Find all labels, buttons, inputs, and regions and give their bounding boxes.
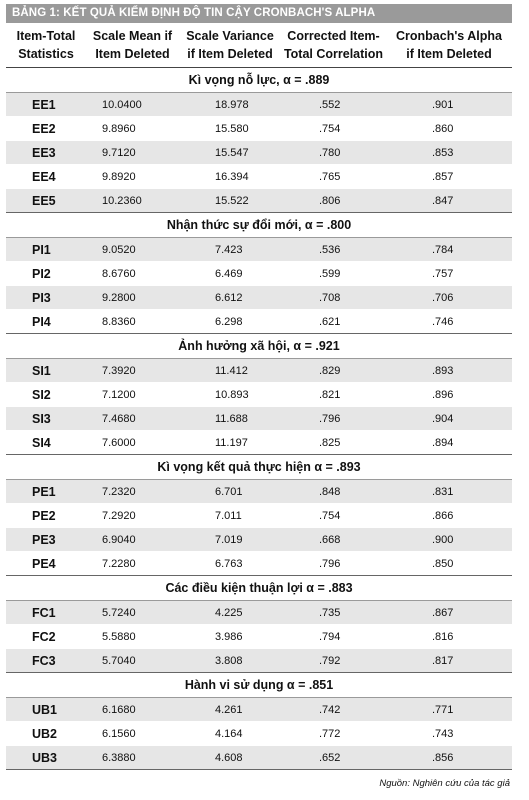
item-code: SI2 [6, 383, 86, 407]
table-row [6, 480, 512, 504]
scale-variance: 7.423 [179, 238, 281, 262]
scale-variance: 15.547 [179, 141, 281, 165]
scale-variance: 4.608 [179, 746, 281, 770]
scale-mean: 6.3880 [86, 746, 179, 770]
table-row [6, 407, 512, 431]
section-title: Kì vọng kết quả thực hiện α = .893 [6, 455, 512, 480]
item-code: PE3 [6, 528, 86, 552]
corrected-correlation: .742 [281, 698, 386, 722]
table-row [6, 165, 512, 189]
alpha-if-deleted: .853 [386, 141, 512, 165]
item-code: PI1 [6, 238, 86, 262]
section-header [6, 68, 512, 93]
item-code: FC1 [6, 601, 86, 625]
corrected-correlation: .796 [281, 552, 386, 576]
alpha-if-deleted: .866 [386, 504, 512, 528]
item-code: PE2 [6, 504, 86, 528]
item-code: FC3 [6, 649, 86, 673]
table-row [6, 117, 512, 141]
item-code: EE4 [6, 165, 86, 189]
scale-mean: 9.2800 [86, 286, 179, 310]
scale-mean: 6.9040 [86, 528, 179, 552]
corrected-correlation: .780 [281, 141, 386, 165]
alpha-if-deleted: .856 [386, 746, 512, 770]
alpha-if-deleted: .894 [386, 431, 512, 455]
table-row [6, 552, 512, 576]
scale-mean: 7.2920 [86, 504, 179, 528]
scale-variance: 4.225 [179, 601, 281, 625]
alpha-if-deleted: .847 [386, 189, 512, 213]
table-row [6, 93, 512, 117]
corrected-correlation: .825 [281, 431, 386, 455]
scale-variance: 11.412 [179, 359, 281, 383]
header-item-total-statistics: Item-Total Statistics [6, 23, 86, 68]
alpha-if-deleted: .850 [386, 552, 512, 576]
scale-variance: 7.011 [179, 504, 281, 528]
item-code: SI3 [6, 407, 86, 431]
alpha-if-deleted: .743 [386, 722, 512, 746]
scale-variance: 6.469 [179, 262, 281, 286]
scale-variance: 6.701 [179, 480, 281, 504]
scale-mean: 9.0520 [86, 238, 179, 262]
table-row [6, 649, 512, 673]
scale-mean: 10.2360 [86, 189, 179, 213]
scale-mean: 7.1200 [86, 383, 179, 407]
scale-variance: 15.522 [179, 189, 281, 213]
table-row [6, 141, 512, 165]
scale-mean: 8.8360 [86, 310, 179, 334]
scale-variance: 10.893 [179, 383, 281, 407]
alpha-if-deleted: .896 [386, 383, 512, 407]
item-code: UB1 [6, 698, 86, 722]
table-row [6, 189, 512, 213]
section-title: Kì vọng nỗ lực, α = .889 [6, 68, 512, 93]
scale-variance: 3.986 [179, 625, 281, 649]
item-code: UB2 [6, 722, 86, 746]
scale-variance: 16.394 [179, 165, 281, 189]
alpha-if-deleted: .860 [386, 117, 512, 141]
header-row [6, 23, 512, 68]
scale-variance: 11.197 [179, 431, 281, 455]
section-title: Nhận thức sự đổi mới, α = .800 [6, 213, 512, 238]
scale-variance: 4.164 [179, 722, 281, 746]
scale-mean: 7.2280 [86, 552, 179, 576]
alpha-if-deleted: .706 [386, 286, 512, 310]
header-corrected-correlation: Corrected Item- Total Correlation [281, 23, 386, 68]
corrected-correlation: .735 [281, 601, 386, 625]
alpha-if-deleted: .784 [386, 238, 512, 262]
table-row [6, 601, 512, 625]
scale-mean: 6.1680 [86, 698, 179, 722]
alpha-if-deleted: .900 [386, 528, 512, 552]
item-code: PI2 [6, 262, 86, 286]
scale-variance: 6.763 [179, 552, 281, 576]
corrected-correlation: .821 [281, 383, 386, 407]
corrected-correlation: .552 [281, 93, 386, 117]
corrected-correlation: .772 [281, 722, 386, 746]
scale-mean: 5.7240 [86, 601, 179, 625]
table-row [6, 383, 512, 407]
section-header [6, 673, 512, 698]
corrected-correlation: .794 [281, 625, 386, 649]
item-code: PI4 [6, 310, 86, 334]
scale-mean: 9.7120 [86, 141, 179, 165]
table-container [6, 4, 512, 789]
corrected-correlation: .806 [281, 189, 386, 213]
scale-variance: 6.298 [179, 310, 281, 334]
section-title: Các điều kiện thuận lợi α = .883 [6, 576, 512, 601]
alpha-if-deleted: .901 [386, 93, 512, 117]
scale-mean: 8.6760 [86, 262, 179, 286]
scale-variance: 7.019 [179, 528, 281, 552]
scale-variance: 3.808 [179, 649, 281, 673]
table-row [6, 504, 512, 528]
table-row [6, 359, 512, 383]
scale-variance: 15.580 [179, 117, 281, 141]
alpha-if-deleted: .857 [386, 165, 512, 189]
alpha-if-deleted: .771 [386, 698, 512, 722]
scale-mean: 7.4680 [86, 407, 179, 431]
corrected-correlation: .754 [281, 504, 386, 528]
scale-mean: 7.2320 [86, 480, 179, 504]
corrected-correlation: .621 [281, 310, 386, 334]
alpha-if-deleted: .893 [386, 359, 512, 383]
table-row [6, 746, 512, 770]
table-row [6, 528, 512, 552]
alpha-if-deleted: .867 [386, 601, 512, 625]
table-body [6, 68, 512, 770]
scale-mean: 9.8920 [86, 165, 179, 189]
scale-mean: 9.8960 [86, 117, 179, 141]
alpha-if-deleted: .746 [386, 310, 512, 334]
section-header [6, 455, 512, 480]
item-code: FC2 [6, 625, 86, 649]
corrected-correlation: .708 [281, 286, 386, 310]
item-code: PE1 [6, 480, 86, 504]
section-title: Hành vi sử dụng α = .851 [6, 673, 512, 698]
header-scale-mean: Scale Mean if Item Deleted [86, 23, 179, 68]
item-code: SI1 [6, 359, 86, 383]
corrected-correlation: .754 [281, 117, 386, 141]
table-row [6, 310, 512, 334]
item-code: SI4 [6, 431, 86, 455]
alpha-if-deleted: .757 [386, 262, 512, 286]
section-header [6, 576, 512, 601]
scale-mean: 10.0400 [86, 93, 179, 117]
corrected-correlation: .599 [281, 262, 386, 286]
scale-variance: 11.688 [179, 407, 281, 431]
table-row [6, 722, 512, 746]
table-row [6, 286, 512, 310]
scale-variance: 4.261 [179, 698, 281, 722]
alpha-if-deleted: .904 [386, 407, 512, 431]
table-title: BẢNG 1: KẾT QUẢ KIỂM ĐỊNH ĐỘ TIN CẬY CRONBACH'S ALPHA [6, 4, 512, 23]
table-row [6, 698, 512, 722]
corrected-correlation: .536 [281, 238, 386, 262]
corrected-correlation: .652 [281, 746, 386, 770]
item-code: PI3 [6, 286, 86, 310]
table-row [6, 625, 512, 649]
table-row [6, 238, 512, 262]
item-code: EE5 [6, 189, 86, 213]
reliability-table [6, 23, 512, 770]
alpha-if-deleted: .817 [386, 649, 512, 673]
header-scale-variance: Scale Variance if Item Deleted [179, 23, 281, 68]
table-row [6, 262, 512, 286]
corrected-correlation: .796 [281, 407, 386, 431]
header-cronbach-alpha: Cronbach's Alpha if Item Deleted [386, 23, 512, 68]
corrected-correlation: .848 [281, 480, 386, 504]
scale-mean: 7.3920 [86, 359, 179, 383]
item-code: EE2 [6, 117, 86, 141]
item-code: PE4 [6, 552, 86, 576]
scale-mean: 5.5880 [86, 625, 179, 649]
scale-mean: 5.7040 [86, 649, 179, 673]
scale-mean: 7.6000 [86, 431, 179, 455]
scale-variance: 18.978 [179, 93, 281, 117]
corrected-correlation: .765 [281, 165, 386, 189]
corrected-correlation: .829 [281, 359, 386, 383]
section-title: Ảnh hưởng xã hội, α = .921 [6, 334, 512, 359]
item-code: EE3 [6, 141, 86, 165]
item-code: UB3 [6, 746, 86, 770]
scale-mean: 6.1560 [86, 722, 179, 746]
item-code: EE1 [6, 93, 86, 117]
alpha-if-deleted: .831 [386, 480, 512, 504]
scale-variance: 6.612 [179, 286, 281, 310]
source-note: Nguồn: Nghiên cứu của tác giả [379, 778, 510, 789]
section-header [6, 334, 512, 359]
table-row [6, 431, 512, 455]
section-header [6, 213, 512, 238]
alpha-if-deleted: .816 [386, 625, 512, 649]
corrected-correlation: .792 [281, 649, 386, 673]
corrected-correlation: .668 [281, 528, 386, 552]
